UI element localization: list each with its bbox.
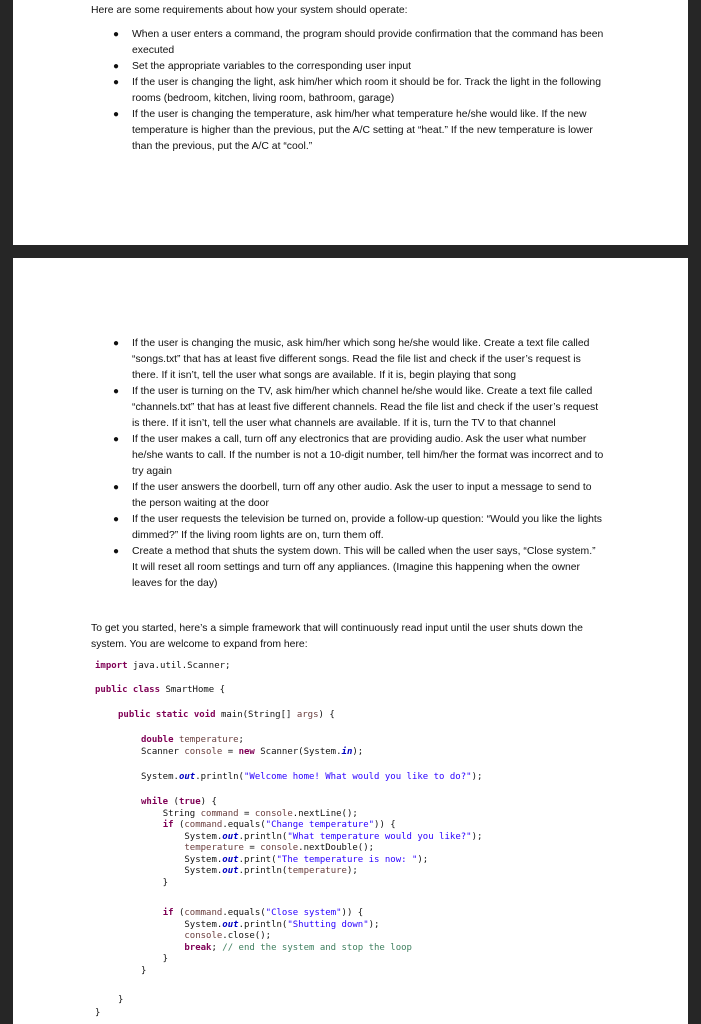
bullet-icon: ● — [113, 386, 120, 397]
bullet-icon: ● — [113, 77, 120, 88]
code-close-block: if (command.equals("Close system")) { System.out.println("Shutting down"); console.close(); break; // end the system and stop the loop } } — [141, 908, 412, 976]
code-class-close: } — [95, 1008, 101, 1018]
page-separator — [0, 245, 701, 258]
requirements-list-1 — [113, 27, 610, 155]
code-welcome-line: System.out.println("Welcome home! What would you like to do?"); — [141, 772, 483, 782]
list-item: ● If the user is changing the temperature, ask him/her what temperature he/she would like. If the new temperature is higher than the previous, put the A/C setting at “heat.” If the new temperature is lower than the previous, put the A/C at “cool.” — [113, 109, 593, 152]
code-block-declarations: double temperature; Scanner console = new Scanner(System.in); — [141, 735, 364, 757]
bullet-icon: ● — [113, 109, 120, 120]
list-item: ● If the user makes a call, turn off any electronics that are providing audio. Ask the user what number he/she wants to call. If the number is not a 10-digit number, tell him/her the format was incorrect and to try again — [113, 434, 604, 477]
bullet-icon: ● — [113, 482, 120, 493]
list-item: ● If the user is changing the music, ask him/her which song he/she would like. Create a text file called “songs.txt” that has at least five different songs. Read the file list and check if the user’s request is there. If it isn’t, tell the user what songs are available. If it is, begin playing that song — [113, 338, 590, 381]
code-main-line: public static void main(String[] args) { — [118, 710, 335, 720]
bullet-icon: ● — [113, 29, 120, 40]
list-item: ● If the user answers the doorbell, turn off any other audio. Ask the user to input a message to send to the person waiting at the door — [113, 482, 592, 509]
bullet-icon: ● — [113, 61, 120, 72]
bullet-icon: ● — [113, 434, 120, 445]
requirements-list-2 — [113, 336, 604, 592]
bullet-icon: ● — [113, 338, 120, 349]
bullet-icon: ● — [113, 514, 120, 525]
list-item: ● Set the appropriate variables to the corresponding user input — [132, 59, 610, 75]
bullet-icon: ● — [113, 546, 120, 557]
list-item: ● If the user requests the television be turned on, provide a follow-up question: “Would you like the lights dimmed?” If the living room lights are on, turn them off. — [113, 514, 602, 541]
list-item: ● Create a method that shuts the system down. This will be called when the user says, “Close system.” It will reset all room settings and turn off any appliances. (Imagine this happening when the owner leaves for the day) — [113, 546, 596, 589]
code-main-close: } — [118, 995, 124, 1005]
list-item: ● If the user is changing the light, ask him/her which room it should be for. Track the light in the following rooms (bedroom, kitchen, living room, bathroom, garage) — [113, 77, 601, 104]
list-item: ● When a user enters a command, the program should provide confirmation that the command has been executed — [113, 29, 604, 56]
code-import-line: import java.util.Scanner; — [95, 661, 231, 671]
list-item: ● If the user is turning on the TV, ask him/her which channel he/she would like. Create a text file called “channels.txt” that has at least five different channels. Read the file list and check if the user’s request is there. If it isn’t, tell the user what channels are available. If it is, turn the TV to that channel — [113, 386, 599, 429]
code-while-block: while (true) { String command = console.nextLine(); if (command.equals("Change temperature")) { System.out.println("What temperature would you like?"); temperature = console.nextDouble(); System.out.print("The temperature is now: "); System.out.println(temperature); } — [141, 797, 483, 888]
requirements-intro: Here are some requirements about how your system should operate: — [91, 5, 408, 16]
code-class-line: public class SmartHome { — [95, 685, 226, 695]
framework-intro: To get you started, here’s a simple framework that will continuously read input until the user shuts down the system. You are welcome to expand from here: — [91, 623, 583, 650]
